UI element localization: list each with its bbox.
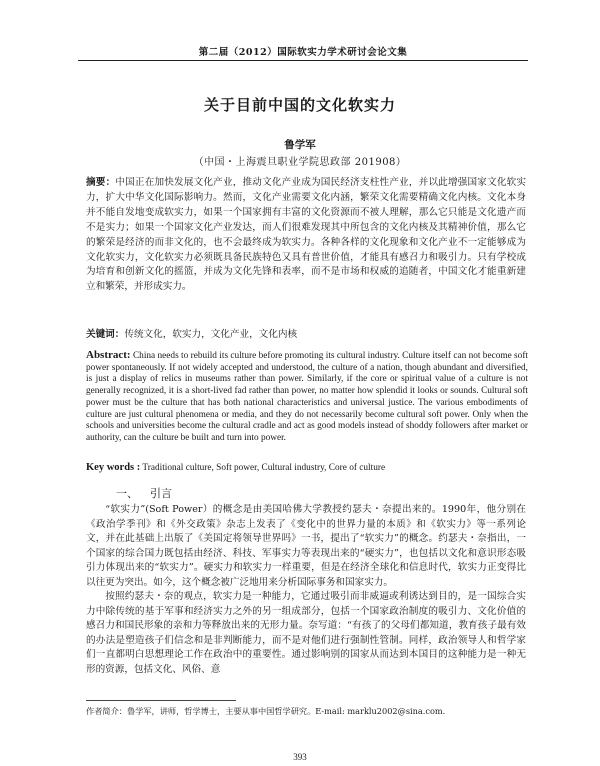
author-name: 鲁学军 [284, 139, 316, 151]
abstract-cn-label: 摘要： [86, 177, 116, 188]
abstract-en-label: Abstract: [86, 349, 131, 361]
keywords-cn-text: 传统文化，软实力，文化产业，文化内核 [124, 329, 298, 340]
abstract-chinese [86, 176, 526, 295]
body-paragraph: “软实力”(Soft Power）的概念是由美国哈佛大学教授约瑟夫・奈提出来的。1990年，他分别在《政治学季刊》和《外交政策》杂志上发表了《变化中的世界力量的本质》和《软实力》等一系列论文，并在此基础上出版了《美国定将领导世界吗》一书，提出了“软实力”的概念。约瑟夫・奈指出，一个国家的综合国力既包括由经济、科技、军事实力等表现出来的“硬实力”，也包括以文化和意识形态吸引力体现出来的“软实力”。硬实力和软实力一样重要，但是在经济全球化和信息时代，软实力正变得比以往更为突出。如今，这个概念被广泛地用来分析国际事务和国家实力。 [86, 504, 526, 588]
keywords-cn-label: 关键词： [86, 329, 125, 340]
paper-title: 关于目前中国的文化软实力 [203, 96, 396, 114]
section-title: 引言 [150, 487, 172, 500]
author-affiliation: （中国・上海震旦职业学院思政部 201908） [193, 157, 407, 168]
keywords-en-label: Key words : [86, 462, 141, 473]
header-rule [78, 60, 528, 61]
abstract-english [86, 350, 528, 445]
running-head: 第二届（2012）国际软实力学术研讨会论文集 [198, 47, 408, 58]
body-paragraph: 按照约瑟夫・奈的观点，软实力是一种能力，它通过吸引而非威逼或利诱达到目的，是一国综合实力中除传统的基于军事和经济实力之外的另一组成部分，包括一个国家政治制度的吸引力、文化价值的感召力和国民形象的亲和力等释放出来的无形力量。奈写道：“有孩了的父母们都知道，教育孩子最有效的办法是塑造孩子们信念和是非判断能力，而不是对他们进行强制性管制。同样，政治领导人和哲学家们一直都明白思想理论工作在政治中的重要性。通过影响别的国家从而达到本国目的这种能力是一种无形的资源，包括文化、风俗、意 [86, 591, 526, 675]
section-heading [116, 485, 172, 501]
abstract-cn-text: 中国正在加快发展文化产业，推动文化产业成为国民经济支柱性产业，并以此增强国家文化软实力，扩大中华文化国际影响力。然而，文化产业需要文化内涵，繁荣文化需要精确文化内核。文化本身并不能自发地变成软实力，如果一个国家拥有丰富的文化资源而不被人理解，那么它只能是文化遗产而不是实力；如果一个国家文化产业发达，而人们很难发现其中所包含的文化内核及其精神价值，那么它的繁荣是经济的而非文化的，也不会最终成为软实力。各种各样的文化现象和文化产业不一定能够成为文化软实力，文化软实力必须既具备民族特色又具有普世价值，才能具有感召力和吸引力。只有学校成为培育和创新文化的摇篮，并成为文化先锋和表率，而不是市场和权威的追随者，中国文化才能重新建立和繁荣，并形成实力。 [86, 177, 527, 293]
keywords-en-text: Traditional culture, Soft power, Cultural industry, Core of culture [142, 463, 386, 473]
footnote-rule [86, 700, 236, 701]
keywords-english [86, 462, 528, 474]
page-number: 393 [293, 752, 307, 762]
abstract-en-text: China needs to rebuild its culture before promoting its cultural industry. Culture itself can not become soft power spontaneously. If not widely accepted and understood, the culture of a nation, though abundant and diversified, is just a display of relics in museums rather than power. Similarly, if the core or spiritual value of a culture is not generally recognized, it is a short-lived fad rather than power, no matter how splendid it looks or sounds. Cultural soft power must be the culture that has both national characteristics and universal justice. The various embodiments of culture are just cultural phenomena or media, and they do not necessarily become cultural soft power. Only when the schools and universities become the cultural cradle and act as good models instead of shoddy followers after market or authority, can the culture be built and turn into power. [86, 351, 529, 443]
author-footnote: 作者简介：鲁学军，讲师，哲学博士，主要从事中国哲学研究。E-mail: marklu2002@sina.com. [86, 706, 446, 716]
section-number: 一、 [116, 487, 138, 500]
keywords-chinese [86, 328, 526, 342]
